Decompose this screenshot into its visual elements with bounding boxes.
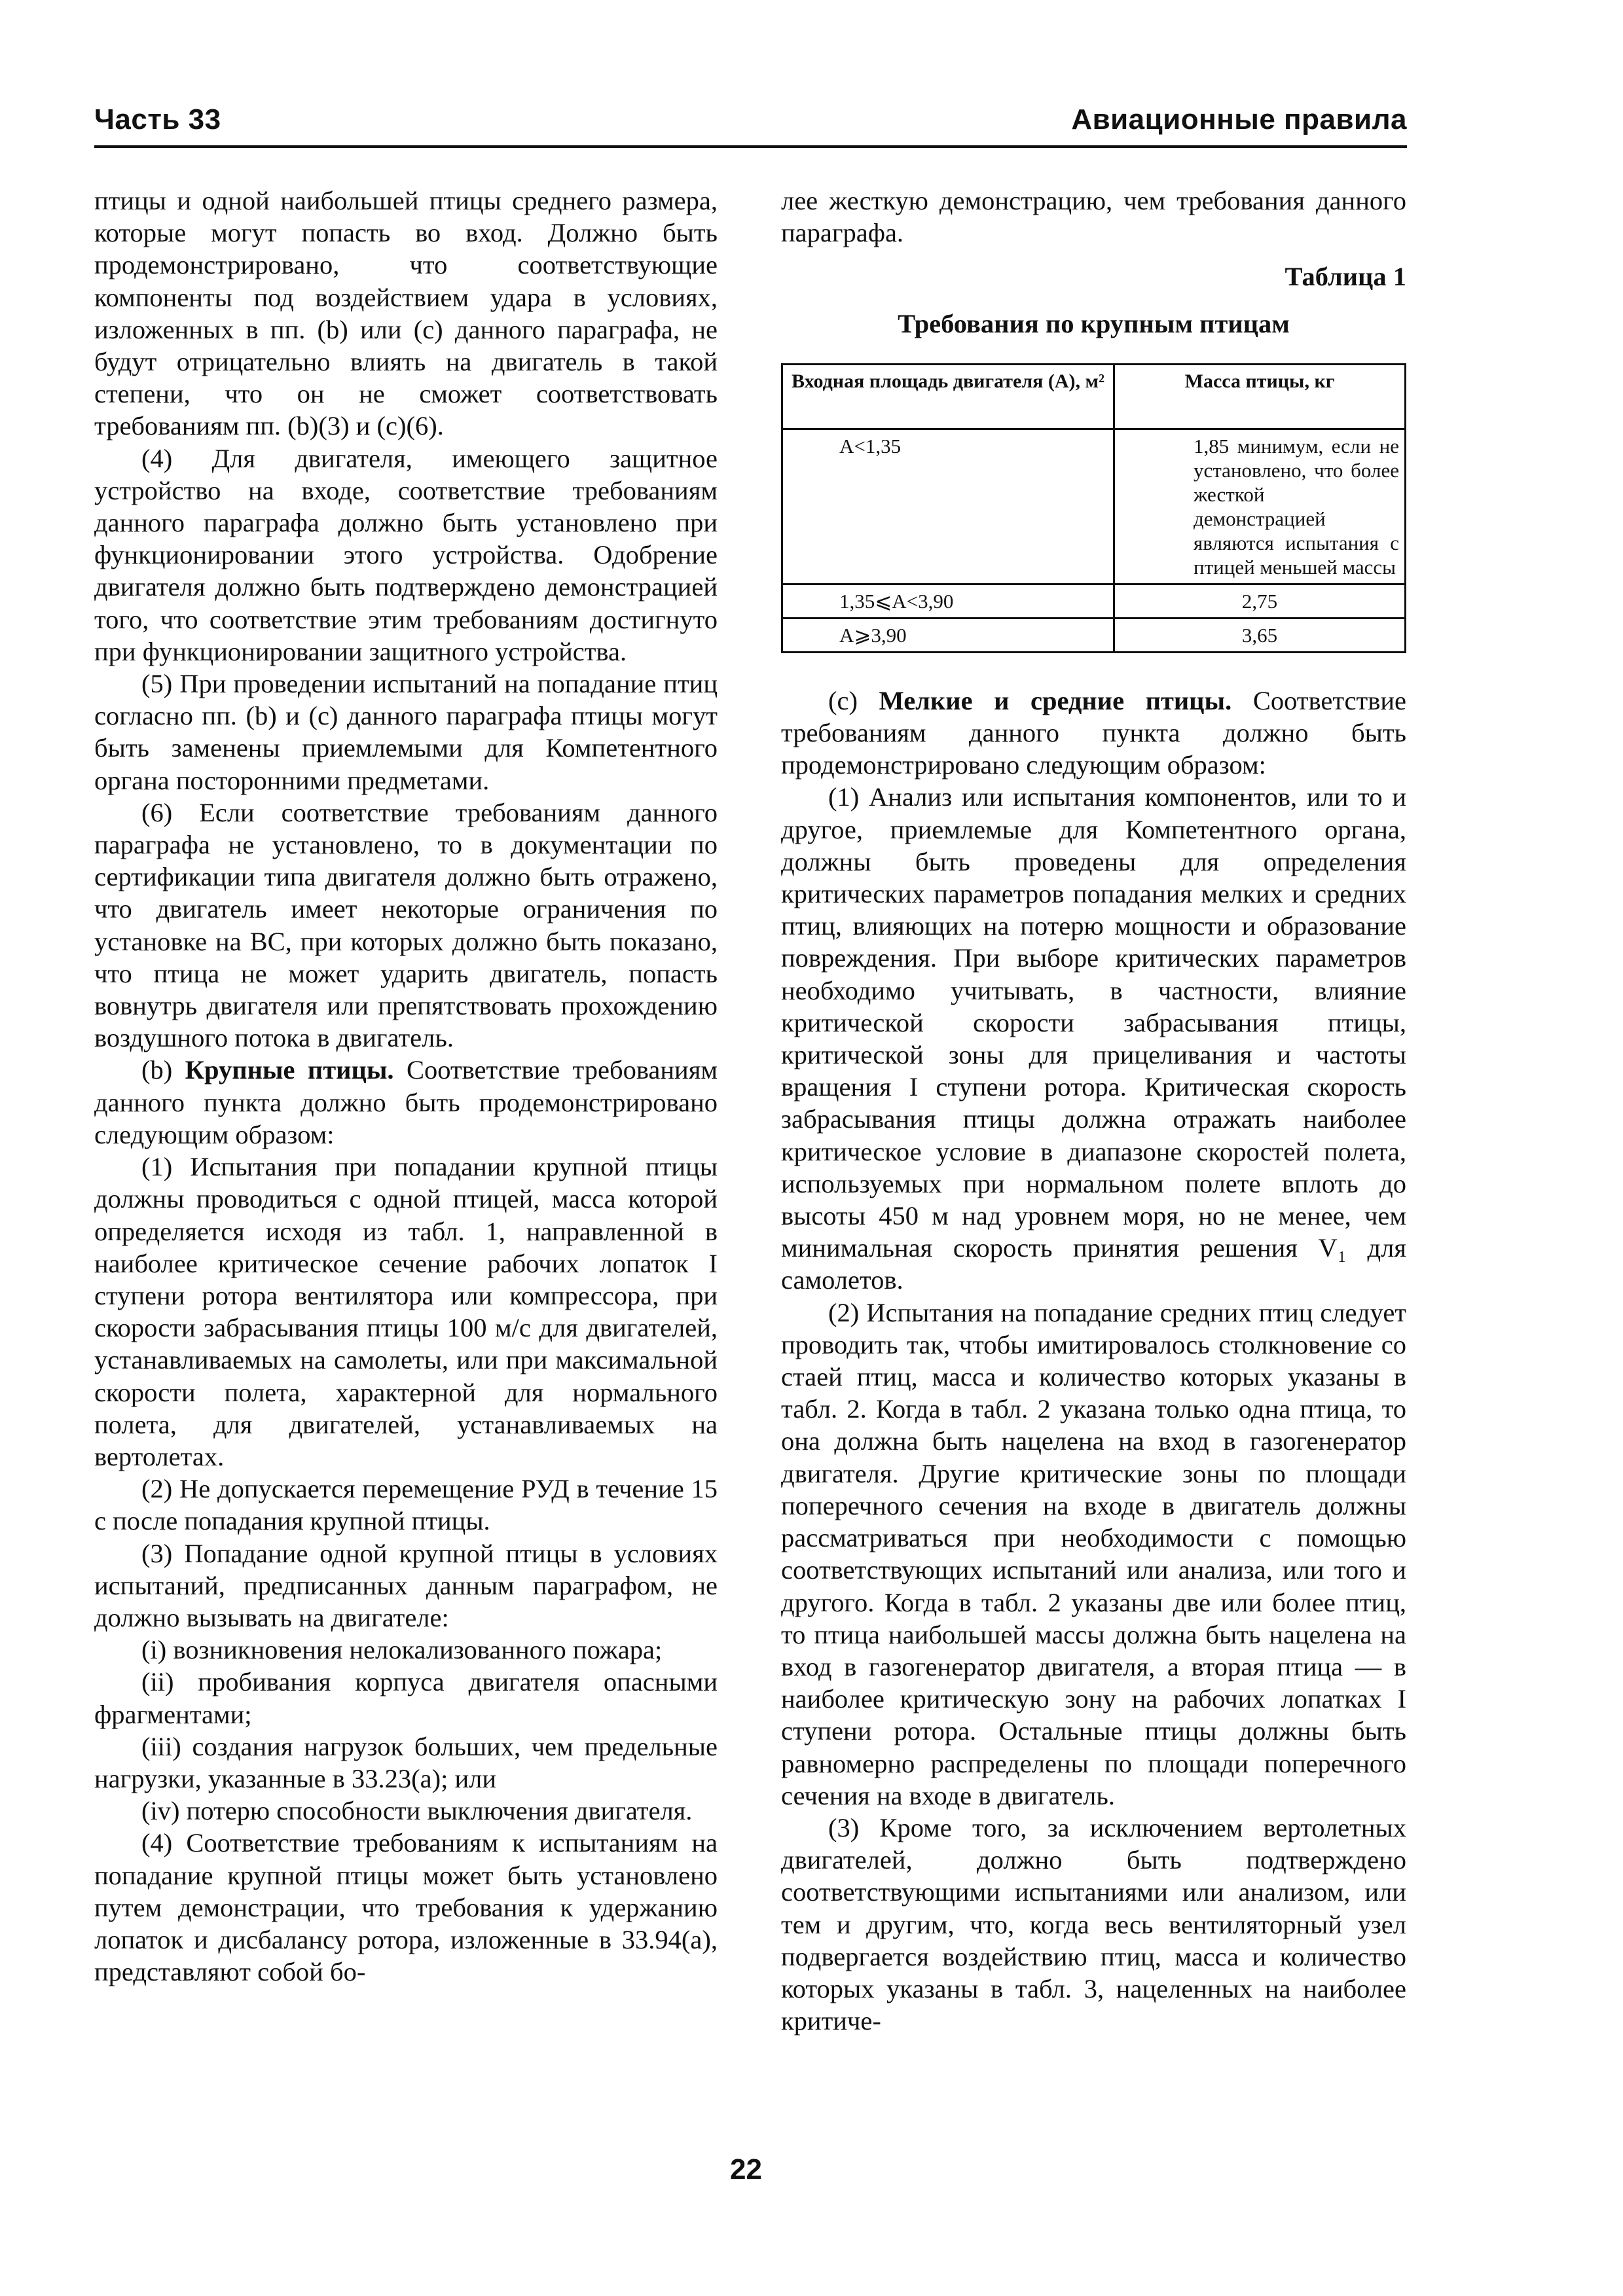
paragraph: (4) Соответствие требованиям к испытаниям на попадание крупной птицы может быть установлено путем демонстрации, что требования к удержанию лопаток и дисбалансу ротора, изложенные в 33.94(a), представляют собой бо- bbox=[94, 1828, 718, 1987]
table-row bbox=[782, 429, 1406, 584]
section-heading: Мелкие и средние птицы. bbox=[879, 685, 1232, 715]
paragraph: (3) Кроме того, за исключением вертолетных двигателей, должно быть подтверждено соответствующими испытаниями или анализом, или тем и другим, что, когда весь вентиляторный узел подвергается воздействию птиц, масса и количество которых указаны в табл. 3, нацеленных на наиболее критиче- bbox=[781, 1812, 1406, 2036]
paragraph: (iv) потерю способности выключения двигателя. bbox=[141, 1796, 693, 1826]
table-row bbox=[782, 584, 1406, 618]
table-cell: A⩾3,90 bbox=[782, 618, 1114, 652]
table-number: Таблица 1 bbox=[1285, 262, 1406, 292]
table-cell: A<1,35 bbox=[782, 429, 1114, 584]
paragraph-text: Соответствие требованиям данного пункта должно быть продемонстрировано следующим образом: bbox=[781, 685, 1406, 780]
paragraph: (1) Испытания при попадании крупной птицы должны проводиться с одной птицей, масса которой определяется исходя из табл. 1, направленной в наиболее критическое сечение рабочих лопаток I ступени ротора вентилятора или компрессора, при скорости забрасывания птицы 100 м/с для двигателей, устанавливаемых на самолеты, или при максимальной скорости полета, характерной для нормального полета, для двигателей, устанавливаемых на вертолетах. bbox=[94, 1152, 718, 1471]
table-row bbox=[782, 618, 1406, 652]
paragraph: (2) Испытания на попадание средних птиц следует проводить так, чтобы имитировалось столкновение со стаей птиц, масса и количество которых указаны в табл. 2. Когда в табл. 2 указана только одна птица, то она должна быть нацелена на вход в газогенератор двигателя. Другие критические зоны по площади поперечного сечения на входе в двигатель должны рассматриваться при необходимости с помощью соответствующих испытаний или анализа, или того и другого. Когда в табл. 2 указаны две или более птиц, то птица наибольшей массы должна быть нацелена на вход в газогенератор двигателя, а вторая птица — в наиболее критическую зону на рабочих лопатках I ступени ротора. Остальные птицы должны быть равномерно распределены по площади поперечного сечения на входе в двигатель. bbox=[781, 1297, 1406, 1810]
paragraph: (1) Анализ или испытания компонентов, или то и другое, приемлемые для Компетентного органа, должны быть проведены для определения критических параметров попадания мелких и средних птиц, влияющих на потерю мощности и образование повреждения. При выборе критических параметров необходимо учитывать, в частности, влияние критической скорости забрасывания птицы, критической зоны для прицеливания и частоты вращения I ступени ротора. Критическая скорость забрасывания птицы должна отражать наиболее критическое условие в диапазоне скоростей полета, используемых при нормальном полете вплоть до высоты 450 м над уровнем моря, но не менее, чем минимальная скорость принятия решения V₁ для самолетов. bbox=[781, 782, 1406, 1295]
paragraph: (2) Не допускается перемещение РУД в течение 15 с после попадания крупной птицы. bbox=[94, 1474, 718, 1536]
paragraph bbox=[94, 1054, 718, 1151]
page-number: 22 bbox=[730, 2153, 762, 2185]
paragraph-lead: (c) bbox=[828, 685, 879, 715]
paragraph bbox=[781, 685, 1406, 781]
running-header-title: Авиационные правила bbox=[1071, 103, 1407, 135]
table-title: Требования по крупным птицам bbox=[898, 308, 1290, 338]
running-header-part: Часть 33 bbox=[94, 103, 221, 135]
paragraph-text: Соответствие требованиям данного пункта должно быть продемонстрировано следующим образом: bbox=[94, 1055, 718, 1149]
table-cell: 1,85 минимум, если не установлено, что более жесткой демонстрацией являются испытания с птицей меньшей массы bbox=[1114, 429, 1406, 584]
table-cell: 3,65 bbox=[1114, 618, 1406, 652]
paragraph: (6) Если соответствие требованиям данного параграфа не установлено, то в документации по сертификации типа двигателя должно быть отражено, что двигатель имеет некоторые ограничения по установке на ВС, при которых должно быть показано, что птица не может ударить двигатель, попасть вовнутрь двигателя или препятствовать прохождению воздушного потока в двигатель. bbox=[94, 797, 718, 1053]
right-column bbox=[781, 185, 1406, 2037]
table-header-row bbox=[782, 364, 1406, 429]
paragraph: (i) возникновения нелокализованного пожара; bbox=[141, 1635, 663, 1665]
left-column bbox=[94, 185, 718, 1988]
paragraph: (4) Для двигателя, имеющего защитное устройство на входе, соответствие требованиям данного параграфа должно быть установлено при функционировании этого устройства. Одобрение двигателя должно быть подтверждено демонстрацией того, что соответствие этим требованиям достигнуто при функционировании защитного устройства. bbox=[94, 443, 718, 666]
paragraph: (iii) создания нагрузок больших, чем предельные нагрузки, указанные в 33.23(a); или bbox=[94, 1731, 718, 1793]
paragraph: (ii) пробивания корпуса двигателя опасными фрагментами; bbox=[94, 1667, 718, 1729]
table-cell: 2,75 bbox=[1114, 584, 1406, 618]
paragraph: лее жесткую демонстрацию, чем требования данного параграфа. bbox=[781, 186, 1406, 248]
table-cell: 1,35⩽A<3,90 bbox=[782, 584, 1114, 618]
table-header-cell: Входная площадь двигателя (A), м² bbox=[782, 364, 1114, 429]
paragraph: птицы и одной наибольшей птицы среднего размера, которые могут попасть во вход. Должно быть продемонстрировано, что соответствующие компоненты под воздействием удара в условиях, изложенных в пп. (b) или (c) данного параграфа, не будут отрицательно влиять на двигатель в такой степени, что он не сможет соответствовать требованиям пп. (b)(3) и (c)(6). bbox=[94, 186, 718, 441]
paragraph: (5) При проведении испытаний на попадание птиц согласно пп. (b) и (c) данного параграфа птицы могут быть заменены приемлемыми для Компетентного органа посторонними предметами. bbox=[94, 669, 718, 795]
section-heading: Крупные птицы. bbox=[185, 1055, 394, 1085]
table-header-cell: Масса птицы, кг bbox=[1114, 364, 1406, 429]
header-rule bbox=[94, 145, 1407, 148]
paragraph: (3) Попадание одной крупной птицы в условиях испытаний, предписанных данным параграфом, не должно вызывать на двигателе: bbox=[94, 1538, 718, 1632]
paragraph-lead: (b) bbox=[141, 1055, 185, 1085]
bird-requirements-table bbox=[781, 363, 1406, 653]
